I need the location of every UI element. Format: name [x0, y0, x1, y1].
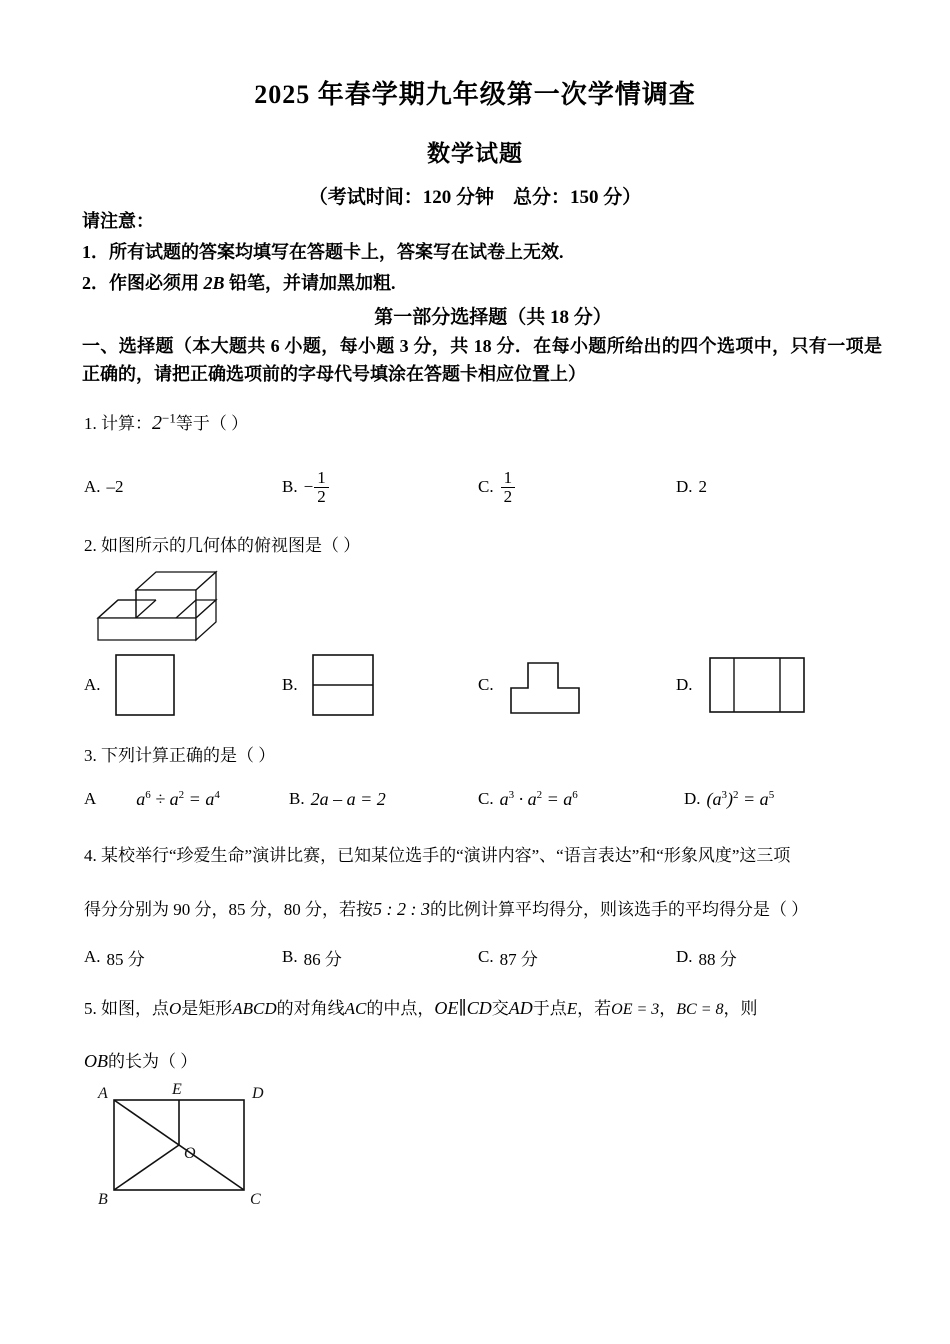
question-2-text: 如图所示的几何体的俯视图是（ ）: [101, 536, 361, 555]
question-3-option-d[interactable]: [684, 782, 774, 816]
part-one-heading: 第一部分选择题（共 18 分）: [374, 307, 612, 328]
notice-heading: 请注意：: [82, 211, 154, 231]
option-d-label: D.: [684, 789, 701, 808]
option-a-expression: $a^6 \div a^2 = a^4$: [136, 788, 220, 809]
section-one-intro: 一、选择题（本大题共 6 小题，每小题 3 分，共 18 分．在每小题所给出的四个选项中，只有一项是正确的，请把正确选项前的字母代号填涂在答题卡相应位置上）: [82, 336, 882, 384]
option-b-label: B.: [282, 947, 298, 966]
label-D: D: [252, 1085, 264, 1102]
option-c-label: C.: [478, 947, 494, 966]
option-d-expression: $(a^3)^2 = a^5$: [706, 788, 775, 809]
q5-seg-cd: CD: [466, 998, 492, 1018]
option-a-label: A.: [84, 477, 101, 496]
q5-t3: 的对角线: [276, 999, 345, 1018]
question-2-option-c[interactable]: [478, 650, 580, 720]
question-4-stem-line-2: [84, 895, 894, 920]
question-4-ratio: 5 : 2 : 3: [373, 899, 430, 919]
option-b-numerator: 1: [317, 468, 326, 488]
question-4-stem-line-1: [84, 843, 884, 869]
option-d-value: 2: [698, 477, 708, 496]
question-2-stem: [84, 533, 884, 559]
option-b-expression: 2a – a = 2: [310, 788, 386, 809]
option-d-label: D.: [676, 947, 693, 966]
question-3-text: 下列计算正确的是（ ）: [101, 746, 276, 765]
option-a-label: A.: [84, 675, 101, 694]
notice-item-2-pencil: 2B: [203, 273, 225, 293]
question-5-stem-line-1: [84, 995, 884, 1022]
q5-seg-ob: OB: [84, 1051, 108, 1071]
label-C: C: [250, 1191, 261, 1208]
question-1-exponent: −1: [162, 410, 176, 426]
q5-oe-value: OE = 3: [611, 1001, 660, 1018]
q5-point-o: O: [169, 999, 182, 1018]
question-3-option-c[interactable]: [478, 782, 578, 816]
question-4-option-c[interactable]: [478, 940, 538, 974]
option-c-value: [501, 469, 516, 505]
q5-t1: 如图，点: [101, 999, 169, 1018]
q5-parallel-symbol: ∥: [458, 998, 467, 1018]
question-4-text-1: 某校举行“珍爱生命”演讲比赛，已知某位选手的“演讲内容”、“语言表达”和“形象风度”这三项: [101, 846, 791, 865]
option-b-label: B.: [289, 789, 305, 808]
question-1-option-d[interactable]: [676, 470, 707, 504]
option-c-expression: $a^3 \cdot a^2 = a^6$: [499, 788, 578, 809]
label-E: E: [172, 1081, 182, 1098]
q5-t5: 交: [491, 999, 509, 1018]
question-1-number: 1.: [84, 414, 97, 433]
question-3-option-b[interactable]: [289, 782, 386, 816]
option-d-label: D.: [676, 675, 693, 694]
notice-item-2-suffix: 铅笔，并请加黑加粗.: [224, 273, 396, 293]
question-1-suffix: 等于（ ）: [175, 414, 249, 433]
question-4-option-a[interactable]: [84, 940, 145, 974]
label-B: B: [98, 1191, 108, 1208]
question-4-options: [84, 940, 894, 974]
q5-rect-abcd: ABCD: [232, 999, 277, 1018]
plain-rectangle-icon: [115, 654, 175, 716]
question-2-option-b[interactable]: [282, 650, 374, 720]
q5-seg-ad: AD: [508, 998, 533, 1018]
q5-t4: 的中点，: [366, 999, 435, 1018]
q5-t7: ，若: [577, 999, 612, 1018]
option-b-value: 86 分: [303, 949, 342, 969]
question-4-option-b[interactable]: [282, 940, 342, 974]
q5-bc-value: BC = 8: [676, 1001, 724, 1018]
question-2-option-d[interactable]: [676, 650, 805, 720]
option-c-numerator: 1: [503, 468, 513, 488]
q5-seg-oe: OE: [434, 998, 459, 1018]
q5-diagonal-ac: AC: [344, 999, 367, 1018]
option-c-label: C.: [478, 675, 494, 694]
minus-sign: −: [303, 477, 314, 496]
option-b-value: [304, 469, 330, 505]
question-1-base: 2: [152, 412, 162, 434]
stepped-t-shape-icon: [510, 654, 580, 716]
question-4-text-2b: 的比例计算平均得分，则该选手的平均得分是（ ）: [430, 900, 809, 919]
question-4-option-d[interactable]: [676, 940, 737, 974]
option-a-value: –2: [106, 477, 124, 496]
option-d-value: 88 分: [698, 949, 737, 969]
label-O: O: [184, 1145, 196, 1162]
q5-t2: 是矩形: [181, 999, 233, 1018]
question-3-stem: [84, 743, 884, 769]
option-c-label: C.: [478, 789, 494, 808]
question-5-number: 5.: [84, 999, 97, 1018]
option-c-denominator: 2: [501, 487, 516, 505]
question-1-option-a[interactable]: [84, 470, 124, 504]
option-a-label: A: [84, 789, 97, 808]
option-b-label: B.: [282, 675, 298, 694]
rectangle-two-vertical-dividers-icon: [709, 657, 805, 713]
question-4-text-2a: 得分分别为 90 分，85 分，80 分，若按: [84, 900, 373, 919]
question-1-stem: [84, 408, 884, 438]
q5-t10: 的长为（ ）: [108, 1052, 198, 1071]
q5-t8: ，: [659, 999, 677, 1018]
option-a-value: 85 分: [106, 949, 145, 969]
question-2-option-a[interactable]: [84, 650, 175, 720]
q5-point-e: E: [566, 999, 578, 1018]
notice-item-2: [82, 274, 882, 292]
question-1-option-b[interactable]: [282, 470, 330, 504]
page-subtitle: 数学试题: [427, 141, 523, 166]
rectangle-abcd-figure: [86, 1082, 286, 1212]
option-a-label: A.: [84, 947, 101, 966]
option-c-value: 87 分: [499, 949, 538, 969]
question-5-stem-line-2: [84, 1047, 894, 1072]
question-3-option-a[interactable]: [84, 782, 220, 816]
page-title: 2025 年春学期九年级第一次学情调查: [254, 80, 696, 109]
rectangle-horizontal-divider-icon: [312, 654, 374, 716]
option-d-label: D.: [676, 477, 693, 496]
question-3-options: [84, 782, 894, 816]
option-c-label: C.: [478, 477, 494, 496]
exam-info: （考试时间：120 分钟 总分：150 分）: [308, 187, 642, 208]
label-A: A: [98, 1085, 108, 1102]
option-b-label: B.: [282, 477, 298, 496]
q5-t9: ，则: [723, 999, 758, 1018]
notice-item-1: 1．所有试题的答案均填写在答题卡上，答案写在试卷上无效.: [82, 242, 564, 262]
notice-item-2-prefix: 2．作图必须用: [82, 273, 204, 293]
question-3-number: 3.: [84, 746, 97, 765]
question-1-prefix: 计算：: [101, 414, 152, 433]
question-2-options: [84, 650, 894, 720]
question-1-options: [84, 470, 894, 504]
question-1-option-c[interactable]: [478, 470, 516, 504]
stepped-solid-3d-figure: [90, 562, 240, 648]
q5-t6: 于点: [532, 999, 567, 1018]
option-b-denominator: 2: [314, 487, 329, 505]
question-4-number: 4.: [84, 846, 97, 865]
question-2-number: 2.: [84, 536, 97, 555]
